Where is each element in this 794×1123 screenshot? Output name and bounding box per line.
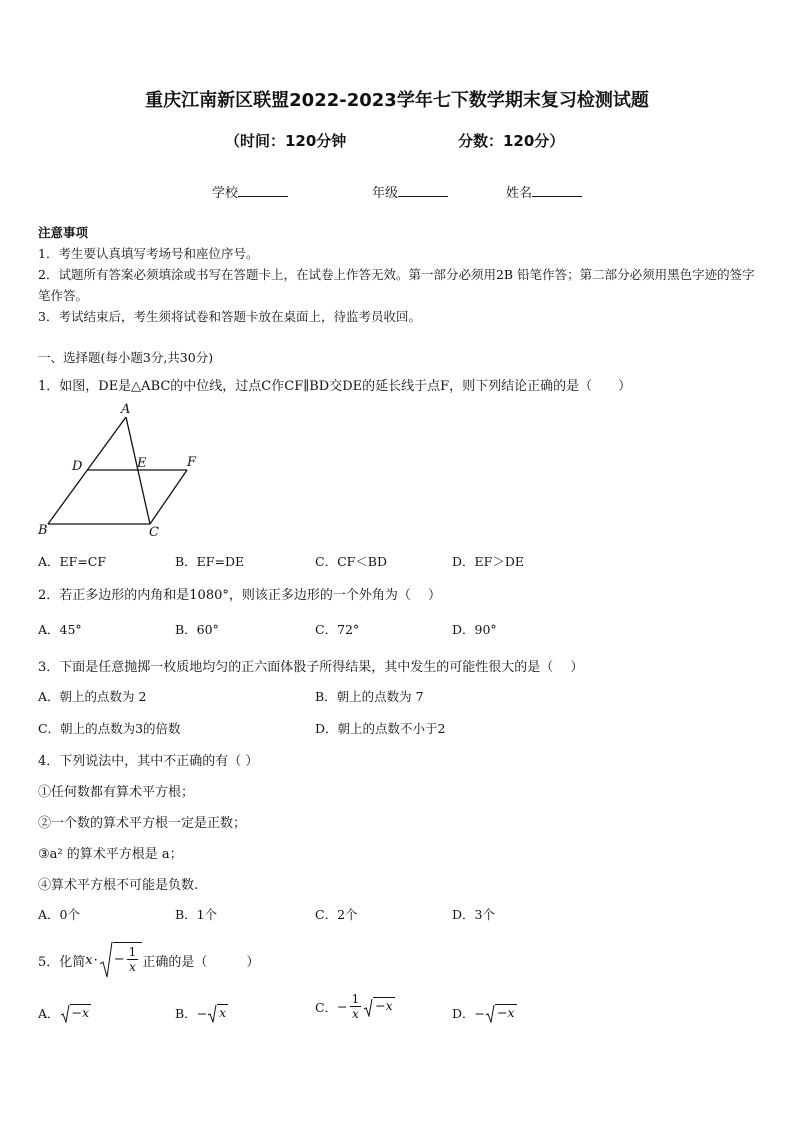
q1-option-d[interactable]: D．EF＞DE (452, 554, 524, 569)
q5-var: x (85, 952, 93, 968)
q5-option-c-num: 1 (351, 992, 360, 1006)
q5-stem (38, 940, 259, 980)
q4-statement-2: ②一个数的算术平方根一定是正数； (38, 816, 247, 831)
q5-option-d-sign: − (474, 1005, 486, 1021)
q5-option-c-radicand: −x (375, 998, 393, 1013)
q5-minus: − (113, 952, 125, 967)
q1-stem: 1．如图，DE是△ABC的中位线，过点C作CF∥BD交DE的延长线于点F，则下列结论正确的是（ ） (38, 379, 632, 394)
label-F: F (187, 455, 197, 470)
note-1: 1．考生要认真填写考场号和座位序号。 (38, 246, 259, 261)
notes-title: 注意事项 (38, 225, 89, 240)
name-blank[interactable] (532, 184, 582, 197)
total-score: 分数：120分） (458, 132, 565, 150)
q5-option-a-radicand: −x (71, 1004, 90, 1020)
school-label: 学校 (212, 186, 239, 201)
q5-option-a-label: A． (38, 1006, 60, 1021)
q4-option-c[interactable]: C．2个 (315, 907, 358, 922)
q5-option-d-label: D． (452, 1006, 475, 1021)
q2-option-c[interactable]: C．72° (315, 622, 360, 637)
q1-option-b[interactable]: B．EF=DE (175, 554, 245, 569)
q2-stem: 2．若正多边形的内角和是1080°，则该正多边形的一个外角为（ ） (38, 588, 441, 603)
q5-frac-den: x (129, 960, 136, 974)
label-C: C (149, 525, 159, 540)
q5-option-d-radicand: −x (497, 1004, 515, 1020)
q4-statement-1: ①任何数都有算术平方根； (38, 785, 195, 800)
q1-option-c[interactable]: C．CF＜BD (315, 554, 388, 569)
q5-option-c-label: C． (315, 999, 338, 1015)
q4-stem: 4．下列说法中，其中不正确的有（ ） (38, 754, 259, 769)
q2-option-a[interactable]: A．45° (38, 622, 82, 637)
q4-statement-4: ④算术平方根不可能是负数. (38, 878, 199, 893)
q3-option-c[interactable]: C．朝上的点数为3的倍数 (38, 721, 181, 736)
q5-option-c-den: x (351, 1007, 359, 1021)
name-label: 姓名 (506, 186, 533, 201)
q5-option-c-sign: − (337, 999, 348, 1014)
q5-fraction (127, 945, 139, 974)
label-B: B (38, 523, 48, 538)
page-title: 重庆江南新区联盟2022-2023学年七下数学期末复习检测试题 (145, 90, 649, 111)
q5-option-b[interactable] (175, 1003, 228, 1023)
q5-dot: · (93, 952, 98, 968)
grade-field (372, 182, 448, 201)
note-2: 2．试题所有答案必须填涂或书写在答题卡上，在试卷上作答无效。第一部分必须用2B 铅笔作答；第二部分必须用黑色字迹的签字笔作答。 (38, 267, 755, 303)
label-E: E (137, 456, 147, 471)
section-heading: 一、选择题(每小题3分,共30分) (38, 350, 214, 365)
school-field (212, 182, 288, 201)
q2-option-d[interactable]: D．90° (452, 622, 497, 637)
grade-blank[interactable] (398, 184, 448, 197)
q3-option-d[interactable]: D．朝上的点数不小于2 (315, 721, 446, 736)
sqrt-icon (485, 1003, 495, 1023)
q5-prefix: 5．化简 (38, 954, 86, 970)
q4-option-d[interactable]: D．3个 (452, 907, 495, 922)
q3-option-a[interactable]: A．朝上的点数为 2 (38, 689, 147, 704)
segment-CF (150, 470, 187, 524)
time-limit: （时间：120分钟 (225, 132, 347, 150)
q5-radicand (113, 942, 143, 974)
name-field (506, 182, 582, 201)
sqrt-icon (207, 1003, 217, 1023)
sqrt-icon (60, 1003, 70, 1023)
q4-statement-3: ③a² 的算术平方根是 a； (38, 847, 183, 862)
sqrt-icon (363, 997, 373, 1017)
q4-option-b[interactable]: B．1个 (175, 907, 218, 922)
q3-stem: 3．下面是任意抛掷一枚质地均匀的正六面体骰子所得结果，其中发生的可能性很大的是（ ） (38, 660, 584, 675)
q5-option-d[interactable] (452, 1003, 517, 1023)
q5-suffix: 正确的是（ ） (142, 954, 260, 970)
q5-option-b-sign: − (196, 1005, 208, 1021)
q5-frac-num: 1 (128, 945, 137, 959)
grade-label: 年级 (372, 186, 399, 201)
q5-option-b-label: B． (175, 1006, 197, 1021)
q5-radical-icon (99, 940, 113, 980)
q5-option-c-fraction (350, 992, 362, 1021)
q1-figure (30, 400, 210, 542)
school-blank[interactable] (238, 184, 288, 197)
q4-option-a[interactable]: A．0个 (38, 907, 80, 922)
q3-option-b[interactable]: B．朝上的点数为 7 (315, 689, 424, 704)
label-D: D (72, 459, 83, 474)
q5-option-b-radicand: x (219, 1004, 227, 1020)
q2-option-b[interactable]: B．60° (175, 622, 219, 637)
q5-option-a[interactable] (38, 1003, 91, 1023)
q5-option-c[interactable] (315, 992, 395, 1021)
q1-option-a[interactable]: A．EF=CF (38, 554, 107, 569)
note-3: 3．考试结束后，考生须将试卷和答题卡放在桌面上，待监考员收回。 (38, 309, 421, 324)
label-A: A (121, 402, 131, 417)
